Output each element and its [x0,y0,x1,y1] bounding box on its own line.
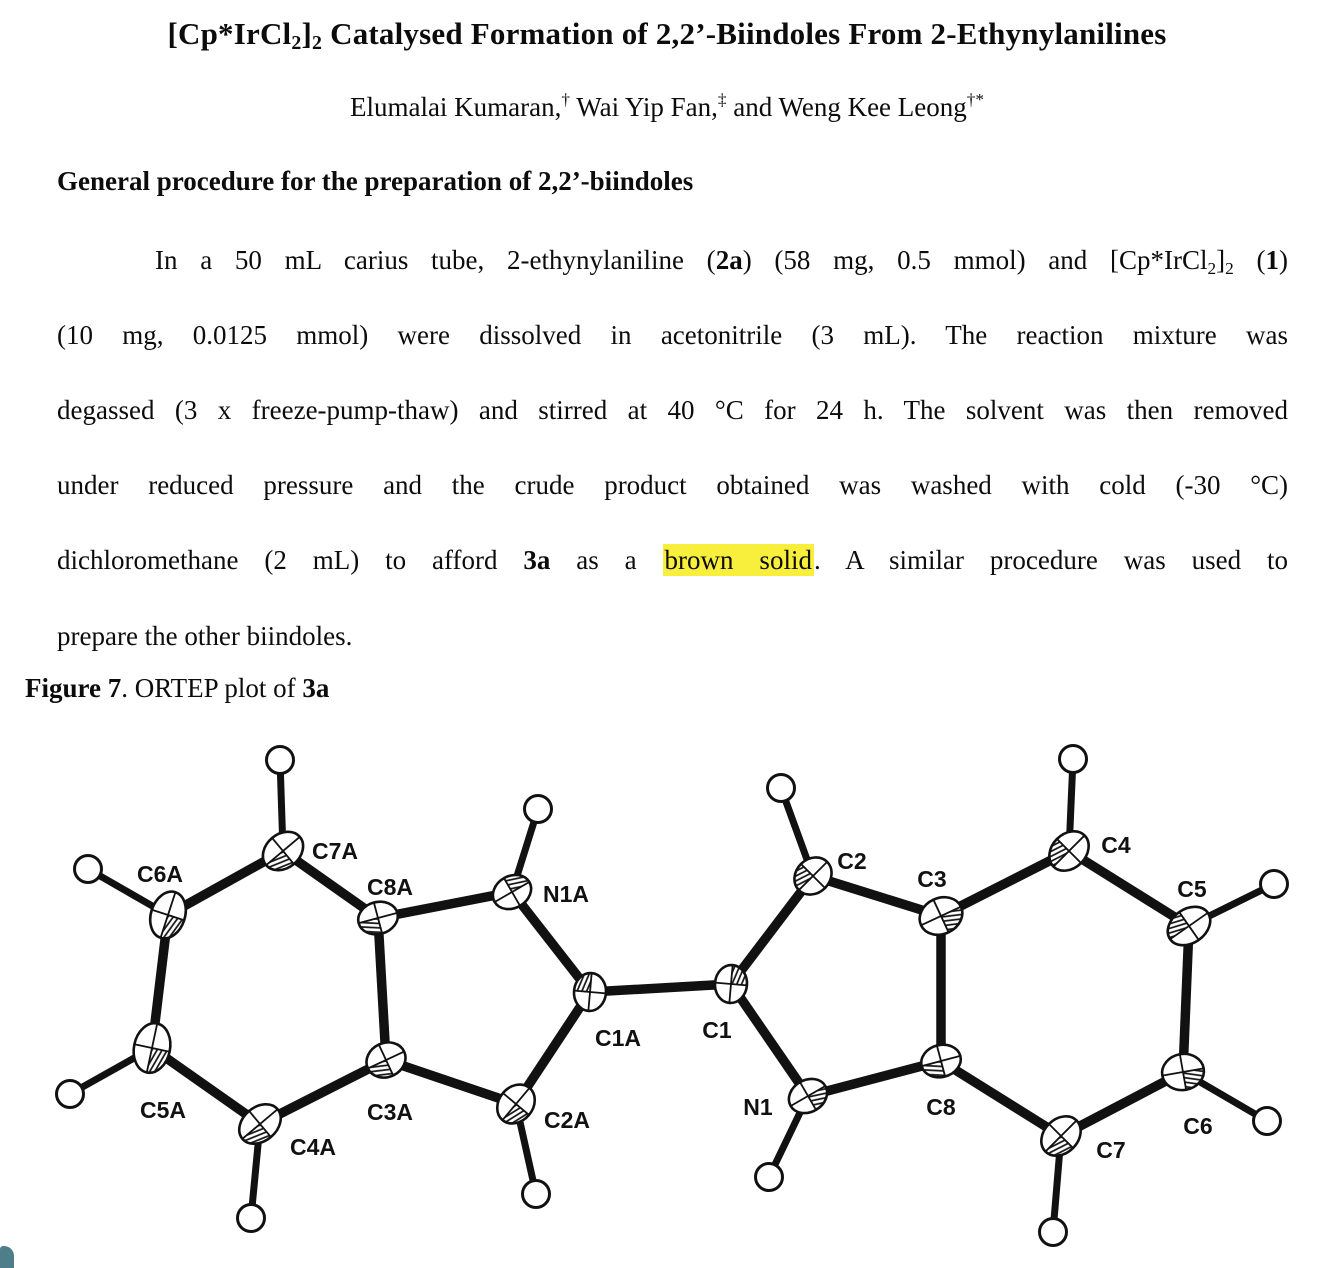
hydrogen-atom [523,1181,550,1208]
paragraph-line-5: dichloromethane (2 mL) to afford 3a as a brown solid. A similar procedure was used to [57,545,1289,575]
bond [378,918,386,1060]
hydrogen-atom [267,747,294,774]
paper-title: $[Cp*IrCl_2]_2$ Catalysed Formation of 2,2’-Biindoles From 2-Ethynylanilines [167,16,1167,54]
hydrogen-atom [1060,746,1087,773]
hydrogen-atom [1040,1219,1067,1246]
atom-label-C5A: C5A [139,1097,187,1123]
atom-label-C7A: C7A [311,838,359,864]
atom-C3A [361,1036,412,1084]
hydrogen-atom [1261,871,1288,898]
corner-accent [0,1246,14,1268]
atom-C5 [1160,899,1217,953]
atom-label-C4: C4 [1101,832,1131,858]
authors-line: Elumalai Kumaran,† Wai Yip Fan,‡ and Weng Kee Leong†* [349,90,985,122]
paragraph-line-3: degassed (3 x freeze-pump-thaw) and stirred at 40 °C for 24 h. The solvent was then removed [57,395,1288,425]
paragraph-line-1: In a 50 mL carius tube, 2-ethynylaniline (2a) (58 mg, 0.5 mmol) and $[Cp*IrCl_2]_2$ (1) [155,245,1288,278]
atom-label-C6: C6 [1183,1113,1213,1139]
hydrogen-atom [1254,1108,1281,1135]
hydrogen-atom [57,1081,84,1108]
hydrogen-atom [525,796,552,823]
hydrogen-atom [75,856,102,883]
atom-label-C2: C2 [837,848,867,874]
atom-label-C8A: C8A [366,874,414,900]
bond [512,892,590,992]
atom-C4 [1041,823,1096,878]
bond [731,984,808,1096]
paragraph-line-4: under reduced pressure and the crude product obtained was washed with cold (-30 °C) [57,470,1288,500]
paragraph-line-6: prepare the other biindoles. [57,621,353,651]
atom-C6 [1159,1051,1207,1094]
atom-label-C1: C1 [702,1017,732,1043]
atom-label-N1: N1 [743,1094,773,1120]
hydrogen-atom [756,1164,783,1191]
atom-N1 [783,1072,834,1120]
bond [1183,926,1189,1072]
atom-label-N1A: N1A [542,881,590,907]
atom-C3 [913,890,968,941]
figure-caption: Figure 7. ORTEP plot of 3a [25,673,330,703]
bond [590,984,731,992]
atom-C6A [144,887,191,943]
bond [386,1060,516,1104]
atom-label-C3: C3 [917,866,947,892]
atom-label-C3A: C3A [366,1099,414,1125]
atom-label-C5: C5 [1177,876,1207,902]
paragraph-line-2: (10 mg, 0.0125 mmol) were dissolved in acetonitrile (3 mL). The reaction mixture was [57,320,1288,350]
atom-C5A [129,1020,175,1076]
atom-C7 [1033,1108,1088,1163]
section-heading: General procedure for the preparation of 2,2’-biindoles [57,166,694,196]
hydrogen-atom [238,1205,265,1232]
atom-label-C8: C8 [926,1094,956,1120]
atom-label-C7: C7 [1096,1137,1126,1163]
bond [1069,851,1189,926]
atom-label-C2A: C2A [543,1107,591,1133]
atom-C2A [489,1077,542,1131]
bond [941,1061,1061,1136]
atom-label-C4A: C4A [289,1134,337,1160]
atom-label-C1A: C1A [594,1025,642,1051]
atom-label-C6A: C6A [136,861,184,887]
hydrogen-atom [768,775,795,802]
